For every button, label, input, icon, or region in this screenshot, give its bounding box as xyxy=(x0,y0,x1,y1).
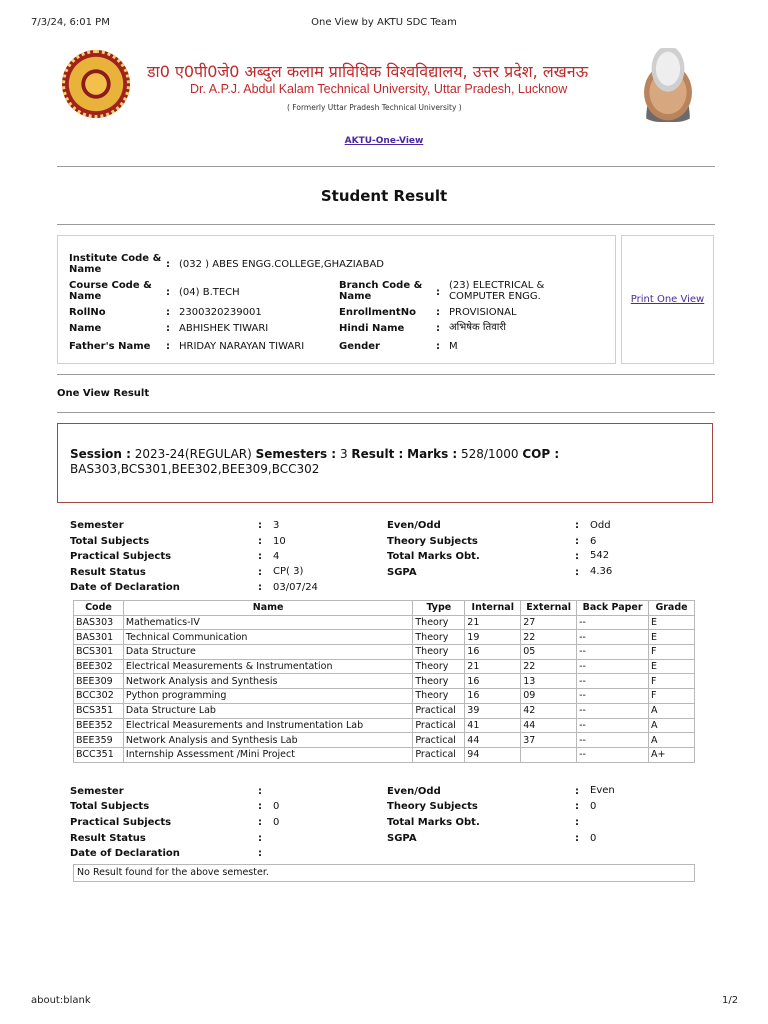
sgpa-label: SGPA xyxy=(387,833,417,844)
table-row xyxy=(74,689,695,704)
table-cell: F xyxy=(649,674,695,689)
sgpa-value: 0 xyxy=(590,833,597,844)
colon: : xyxy=(436,287,440,298)
colon: : xyxy=(166,287,170,298)
colon: : xyxy=(575,817,579,828)
table-cell: BEE302 xyxy=(74,659,124,674)
table-cell: 21 xyxy=(465,615,521,630)
university-name-english: Dr. A.P.J. Abdul Kalam Technical University, Uttar Pradesh, Lucknow xyxy=(190,82,568,96)
table-cell: F xyxy=(649,645,695,660)
table-cell: 19 xyxy=(465,630,521,645)
session-label: Session : xyxy=(70,447,131,461)
session-summary xyxy=(70,447,670,477)
table-cell: Theory xyxy=(413,674,465,689)
colon: : xyxy=(575,567,579,578)
gender-value: M xyxy=(449,341,458,352)
colon: : xyxy=(258,848,262,859)
sgpa-label: SGPA xyxy=(387,567,417,578)
colon: : xyxy=(575,551,579,562)
logo-border xyxy=(62,50,130,118)
column-header: Grade xyxy=(649,601,695,616)
table-cell: 42 xyxy=(521,703,577,718)
result-label: Result : xyxy=(351,447,404,461)
table-cell: BAS303 xyxy=(74,615,124,630)
table-cell: Technical Communication xyxy=(123,630,412,645)
table-cell: 21 xyxy=(465,659,521,674)
colon: : xyxy=(258,582,262,593)
table-cell: 09 xyxy=(521,689,577,704)
total-subjects-label: Total Subjects xyxy=(70,536,150,547)
table-cell: BCC351 xyxy=(74,747,124,762)
colon: : xyxy=(258,567,262,578)
table-cell: Theory xyxy=(413,659,465,674)
table-cell: -- xyxy=(577,659,649,674)
colon: : xyxy=(575,536,579,547)
table-cell: -- xyxy=(577,733,649,748)
table-cell: 16 xyxy=(465,645,521,660)
table-row xyxy=(74,703,695,718)
table-row xyxy=(74,615,695,630)
colon: : xyxy=(166,259,170,270)
declaration-date-label: Date of Declaration xyxy=(70,848,180,859)
table-cell: Theory xyxy=(413,689,465,704)
table-cell: BCC302 xyxy=(74,689,124,704)
table-cell: Electrical Measurements and Instrumentation Lab xyxy=(123,718,412,733)
table-cell: -- xyxy=(577,718,649,733)
marks-value: 528/1000 xyxy=(461,447,519,461)
colon: : xyxy=(258,520,262,531)
table-cell: -- xyxy=(577,689,649,704)
print-one-view-link[interactable]: Print One View xyxy=(630,294,705,305)
table-cell: BEE352 xyxy=(74,718,124,733)
colon: : xyxy=(166,323,170,334)
theory-subjects-label: Theory Subjects xyxy=(387,801,478,812)
result-status-label: Result Status xyxy=(70,567,146,578)
table-row xyxy=(74,733,695,748)
table-row xyxy=(74,674,695,689)
colon: : xyxy=(258,801,262,812)
cop-label: COP : xyxy=(522,447,560,461)
branch-value: (23) ELECTRICAL & COMPUTER ENGG. xyxy=(449,280,545,302)
table-cell: Theory xyxy=(413,645,465,660)
table-cell: Mathematics-IV xyxy=(123,615,412,630)
table-cell: Theory xyxy=(413,630,465,645)
table-row xyxy=(74,718,695,733)
total-subjects-value: 0 xyxy=(273,801,280,812)
table-row xyxy=(74,659,695,674)
colon: : xyxy=(258,551,262,562)
table-cell: Electrical Measurements & Instrumentation xyxy=(123,659,412,674)
table-cell: E xyxy=(649,615,695,630)
table-cell: -- xyxy=(577,615,649,630)
aktu-one-view-link[interactable]: AKTU-One-View xyxy=(344,136,424,146)
colon: : xyxy=(575,801,579,812)
table-row xyxy=(74,747,695,762)
table-cell: 16 xyxy=(465,674,521,689)
semesters-value: 3 xyxy=(339,447,348,461)
section-heading: One View Result xyxy=(57,388,150,399)
institute-label: Institute Code & Name xyxy=(69,253,162,275)
table-cell: Practical xyxy=(413,747,465,762)
sgpa-value: 4.36 xyxy=(590,566,613,577)
table-cell: A xyxy=(649,733,695,748)
print-datetime: 7/3/24, 6:01 PM xyxy=(31,17,110,28)
print-url: about:blank xyxy=(31,995,91,1006)
table-cell: Theory xyxy=(413,615,465,630)
table-cell: Data Structure xyxy=(123,645,412,660)
name-label: Name xyxy=(69,323,102,334)
table-row xyxy=(74,645,695,660)
course-label: Course Code & Name xyxy=(69,280,152,302)
colon: : xyxy=(258,833,262,844)
university-name-hindi: डा0 ए0पी0जे0 अब्दुल कलाम प्राविधिक विश्वविद्यालय, उत्तर प्रदेश, लखनऊ xyxy=(147,62,589,81)
colon: : xyxy=(258,817,262,828)
practical-subjects-label: Practical Subjects xyxy=(70,551,172,562)
column-header: External xyxy=(521,601,577,616)
table-cell: 94 xyxy=(465,747,521,762)
table-cell: BCS351 xyxy=(74,703,124,718)
semester-label: Semester xyxy=(70,786,124,797)
table-cell: BEE359 xyxy=(74,733,124,748)
session-value: 2023-24(REGULAR) xyxy=(134,447,252,461)
colon: : xyxy=(258,786,262,797)
table-cell: 41 xyxy=(465,718,521,733)
table-cell: F xyxy=(649,689,695,704)
cop-value: BAS303,BCS301,BEE302,BEE309,BCC302 xyxy=(70,462,320,476)
column-header: Name xyxy=(123,601,412,616)
marks-label: Marks : xyxy=(407,447,458,461)
table-cell: Data Structure Lab xyxy=(123,703,412,718)
table-cell: Practical xyxy=(413,703,465,718)
enrollment-label: EnrollmentNo xyxy=(339,307,416,318)
table-cell: Internship Assessment /Mini Project xyxy=(123,747,412,762)
table-cell: -- xyxy=(577,674,649,689)
table-cell: Practical xyxy=(413,718,465,733)
result-status-value: CP( 3) xyxy=(273,566,304,577)
table-cell: BCS301 xyxy=(74,645,124,660)
table-cell: A+ xyxy=(649,747,695,762)
table-cell: Python programming xyxy=(123,689,412,704)
table-header-row xyxy=(74,601,695,616)
table-cell: Network Analysis and Synthesis xyxy=(123,674,412,689)
divider xyxy=(57,412,715,413)
result-status-label: Result Status xyxy=(70,833,146,844)
table-cell: 39 xyxy=(465,703,521,718)
colon: : xyxy=(575,520,579,531)
table-cell: A xyxy=(649,718,695,733)
page-title: Student Result xyxy=(320,187,448,205)
table-cell: E xyxy=(649,630,695,645)
university-formerly: ( Formerly Uttar Pradesh Technical University ) xyxy=(287,103,462,112)
table-row xyxy=(74,630,695,645)
table-cell: 27 xyxy=(521,615,577,630)
gender-label: Gender xyxy=(339,341,380,352)
table-cell: 44 xyxy=(521,718,577,733)
table-cell: 13 xyxy=(521,674,577,689)
portrait-image xyxy=(630,48,706,122)
total-marks-label: Total Marks Obt. xyxy=(387,817,480,828)
practical-subjects-label: Practical Subjects xyxy=(70,817,172,828)
no-result-message: No Result found for the above semester. xyxy=(73,864,695,882)
column-header: Type xyxy=(413,601,465,616)
theory-subjects-value: 0 xyxy=(590,801,597,812)
colon: : xyxy=(436,307,440,318)
evenodd-value: Even xyxy=(590,785,615,796)
practical-subjects-value: 4 xyxy=(273,551,280,562)
colon: : xyxy=(575,786,579,797)
table-cell: 22 xyxy=(521,630,577,645)
colon: : xyxy=(166,341,170,352)
evenodd-value: Odd xyxy=(590,520,611,531)
institute-value: (032 ) ABES ENGG.COLLEGE,GHAZIABAD xyxy=(179,259,384,270)
table-cell: Practical xyxy=(413,733,465,748)
hindi-name-label: Hindi Name xyxy=(339,323,405,334)
divider xyxy=(57,374,715,375)
table-cell: -- xyxy=(577,747,649,762)
column-header: Internal xyxy=(465,601,521,616)
total-subjects-value: 10 xyxy=(273,536,286,547)
evenodd-label: Even/Odd xyxy=(387,786,441,797)
colon: : xyxy=(575,833,579,844)
total-marks-label: Total Marks Obt. xyxy=(387,551,480,562)
table-cell: -- xyxy=(577,703,649,718)
total-marks-value: 542 xyxy=(590,550,610,561)
table-cell: Network Analysis and Synthesis Lab xyxy=(123,733,412,748)
table-cell: -- xyxy=(577,645,649,660)
table-cell: A xyxy=(649,703,695,718)
table-cell: -- xyxy=(577,630,649,645)
print-page-number: 1/2 xyxy=(722,995,739,1006)
declaration-date-label: Date of Declaration xyxy=(70,582,180,593)
divider xyxy=(57,224,715,225)
table-cell xyxy=(521,747,577,762)
table-cell: 44 xyxy=(465,733,521,748)
table-cell: 05 xyxy=(521,645,577,660)
enrollment-value: PROVISIONAL xyxy=(449,307,517,318)
total-subjects-label: Total Subjects xyxy=(70,801,150,812)
course-value: (04) B.TECH xyxy=(179,287,240,298)
column-header: Back Paper xyxy=(577,601,649,616)
column-header: Code xyxy=(74,601,124,616)
colon: : xyxy=(258,536,262,547)
evenodd-label: Even/Odd xyxy=(387,520,441,531)
results-table xyxy=(73,600,695,763)
colon: : xyxy=(436,323,440,334)
colon: : xyxy=(436,341,440,352)
branch-label: Branch Code & Name xyxy=(339,280,423,302)
table-cell: BEE309 xyxy=(74,674,124,689)
father-value: HRIDAY NARAYAN TIWARI xyxy=(179,341,305,352)
print-title: One View by AKTU SDC Team xyxy=(311,17,457,28)
table-cell: 22 xyxy=(521,659,577,674)
father-label: Father's Name xyxy=(69,341,151,352)
table-cell: 16 xyxy=(465,689,521,704)
rollno-value: 2300320239001 xyxy=(179,307,262,318)
rollno-label: RollNo xyxy=(69,307,106,318)
semester-label: Semester xyxy=(70,520,124,531)
divider xyxy=(57,166,715,167)
table-cell: 37 xyxy=(521,733,577,748)
semesters-label: Semesters : xyxy=(255,447,337,461)
table-cell: BAS301 xyxy=(74,630,124,645)
theory-subjects-value: 6 xyxy=(590,536,597,547)
colon: : xyxy=(166,307,170,318)
semester-value: 3 xyxy=(273,520,280,531)
table-cell: E xyxy=(649,659,695,674)
theory-subjects-label: Theory Subjects xyxy=(387,536,478,547)
name-value: ABHISHEK TIWARI xyxy=(179,323,269,334)
declaration-date-value: 03/07/24 xyxy=(273,582,318,593)
hindi-name-value: अभिषेक तिवारी xyxy=(449,322,507,333)
practical-subjects-value: 0 xyxy=(273,817,280,828)
